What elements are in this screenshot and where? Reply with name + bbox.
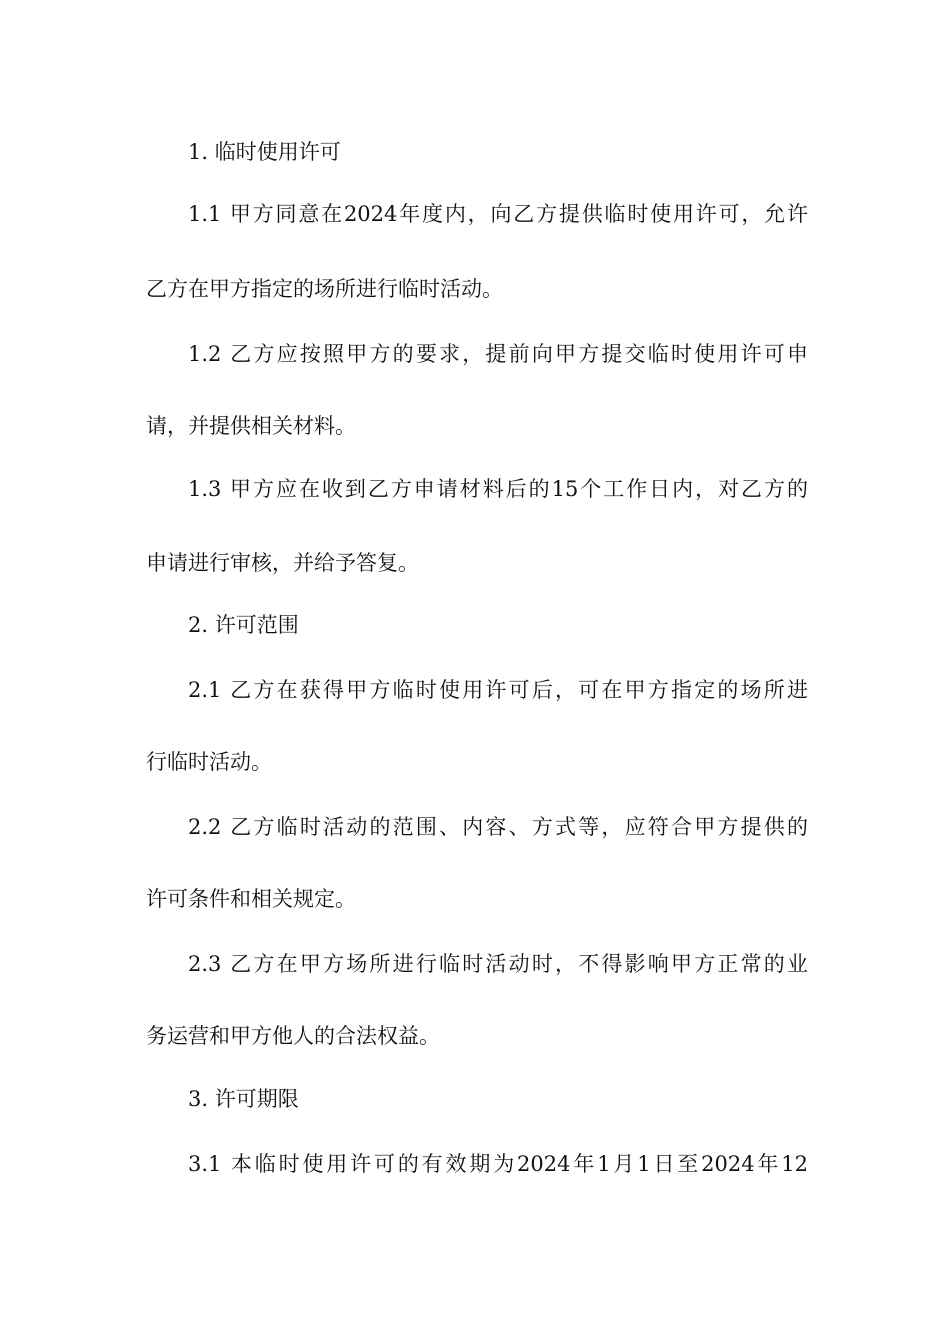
clause-2-2-line-2: 许可条件和相关规定。 <box>146 887 356 911</box>
clause-1-3-line-2: 申请进行审核，并给予答复。 <box>146 551 419 575</box>
section-1-heading: 1. 临时使用许可 <box>188 140 341 164</box>
clause-1-2-line-2: 请，并提供相关材料。 <box>146 414 356 438</box>
clause-2-3-line-2: 务运营和甲方他人的合法权益。 <box>146 1024 440 1048</box>
clause-1-3-line-1: 1.3 甲方应在收到乙方申请材料后的15个工作日内，对乙方的 <box>188 477 808 501</box>
clause-2-2-line-1: 2.2 乙方临时活动的范围、内容、方式等，应符合甲方提供的 <box>188 815 808 839</box>
section-3-heading: 3. 许可期限 <box>188 1087 299 1111</box>
clause-2-1-line-2: 行临时活动。 <box>146 750 272 774</box>
clause-1-1-line-2: 乙方在甲方指定的场所进行临时活动。 <box>146 277 503 301</box>
clause-1-1-line-1: 1.1 甲方同意在2024年度内，向乙方提供临时使用许可，允许 <box>188 202 808 226</box>
section-2-heading: 2. 许可范围 <box>188 613 299 637</box>
clause-1-2-line-1: 1.2 乙方应按照甲方的要求，提前向甲方提交临时使用许可申 <box>188 342 808 366</box>
clause-2-1-line-1: 2.1 乙方在获得甲方临时使用许可后，可在甲方指定的场所进 <box>188 678 808 702</box>
clause-2-3-line-1: 2.3 乙方在甲方场所进行临时活动时，不得影响甲方正常的业 <box>188 952 808 976</box>
clause-3-1-line-1: 3.1 本临时使用许可的有效期为2024年1月1日至2024年12 <box>188 1152 808 1176</box>
